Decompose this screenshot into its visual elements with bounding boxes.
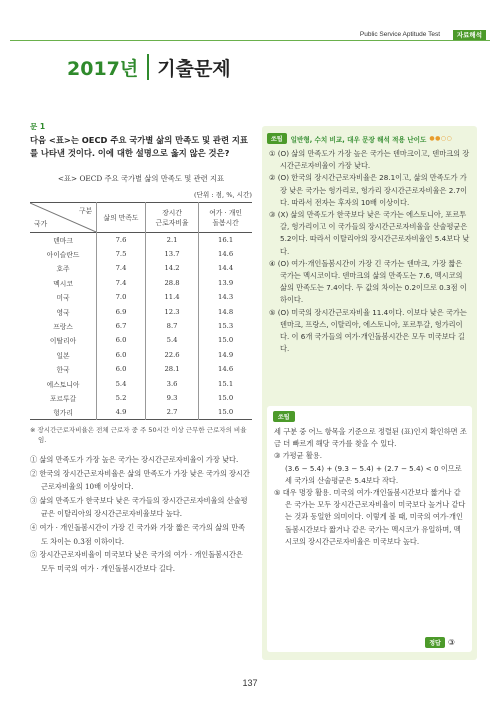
long-hours-cell: 22.6 [145, 348, 198, 362]
explanation-3: ③ (X) 삶의 만족도가 한국보다 낮은 국가는 에스토니아, 포르투갈, 헝가리이고 이 국가들의 장시간근로자비율을 산술평균은 5.2이다. 따라서 이탈리아의 장시간근로자비율인 5.4보다 낮다. [269, 210, 470, 256]
table-caption: <표> OECD 주요 국가별 삶의 만족도 및 관련 지표 [57, 174, 225, 183]
country-cell: 헝가리 [53, 409, 73, 418]
answer-value: ③ [447, 638, 455, 647]
answer-choices [30, 453, 252, 575]
col-satisfaction-header: 삶의 만족도 [97, 203, 146, 233]
question-text: 다음 <표>는 OECD 주요 국가별 삶의 만족도 및 관련 지표를 나타낸 것이다. 이에 대한 설명으로 옳지 않은 것은? [30, 135, 248, 158]
explanation-4: ④ (O) 여가·개인돌봄시간이 가장 긴 국가는 덴마크, 가장 짧은 국가는 멕시코이다. 덴마크의 삶의 만족도는 7.6, 멕시코의 삶의 만족도는 7.4이다. 두 값의 차이는 0.2이므로 0.3점 이하이다. [269, 258, 467, 305]
leisure-cell: 15.0 [199, 391, 252, 405]
table-unit: (단위 : 점, %, 시간) [193, 191, 252, 199]
leisure-cell: 14.4 [199, 261, 252, 275]
long-hours-cell: 28.8 [145, 276, 198, 290]
analysis-tags: 일반형, 수치 비교, 대우 문장 해석 적용 난이도 [290, 135, 427, 144]
country-cell: 일본 [56, 351, 70, 360]
country-cell: 미국 [56, 294, 70, 303]
page-title [67, 52, 231, 82]
analysis-header [267, 133, 472, 144]
satisfaction-cell: 5.4 [97, 376, 146, 390]
leisure-cell: 14.3 [199, 290, 252, 304]
long-hours-cell: 12.3 [145, 304, 198, 318]
satisfaction-cell: 7.6 [97, 233, 146, 247]
satisfaction-cell: 6.0 [97, 333, 146, 347]
satisfaction-cell: 5.2 [97, 391, 146, 405]
leisure-cell: 15.0 [199, 405, 252, 419]
answer-indicator [425, 637, 455, 648]
tip-line-2: ③ 가평균 활용. [274, 451, 323, 461]
table-row [30, 247, 252, 261]
running-header [0, 31, 500, 42]
leisure-cell: 16.1 [199, 233, 252, 247]
long-hours-cell: 14.2 [145, 261, 198, 275]
leisure-cell: 15.0 [199, 333, 252, 347]
choice-4[interactable]: ④ 여가 · 개인돌봄시간이 가장 긴 국가와 가장 짧은 국가의 삶의 만족도 차이는 0.3점 이하이다. [30, 523, 246, 546]
table-row [30, 276, 252, 290]
country-cell: 에스토니아 [46, 380, 80, 389]
satisfaction-cell: 6.7 [97, 319, 146, 333]
corner-top-label: 구분 [78, 207, 93, 215]
country-cell: 호주 [56, 265, 70, 274]
title-divider [147, 54, 149, 80]
satisfaction-cell: 6.0 [97, 362, 146, 376]
tip-line-1: 세 구분 중 어느 항목을 기준으로 정렬된 (표)인지 확인하면 조금 더 빠르게 해당 국가를 찾을 수 있다. [274, 427, 467, 449]
satisfaction-cell: 7.4 [97, 261, 146, 275]
difficulty-stars: ●●○○ [429, 135, 453, 142]
long-hours-cell: 11.4 [145, 290, 198, 304]
answer-badge: 정답 [425, 637, 445, 648]
tip-badge: 쏘팁 [273, 411, 295, 422]
explanation-list [269, 148, 471, 355]
explanation-1: ① (O) 삶의 만족도가 가장 높은 국가는 덴마크이고, 덴마크의 장시간근로자비율이 가장 낮다. [269, 149, 470, 171]
explanation-2: ② (O) 한국의 장시간근로자비율은 28.1이고, 삶의 만족도가 가장 낮은 국가는 헝가리로, 헝가리 장시간근로자비율은 2.7이다. 따라서 전자는 후자의 10배 이상이다. [269, 173, 468, 207]
question-column [30, 121, 252, 575]
country-cell: 이탈리아 [49, 337, 77, 346]
leisure-cell: 14.8 [199, 304, 252, 318]
choice-2[interactable]: ② 한국의 장시간근로자비율은 삶의 만족도가 가장 낮은 국가의 장시간근로자비율의 10배 이상이다. [30, 468, 250, 492]
satisfaction-cell: 6.0 [97, 348, 146, 362]
table-row [30, 405, 252, 419]
leisure-cell: 13.9 [199, 276, 252, 290]
table-row [30, 319, 252, 333]
header-rule [10, 40, 490, 41]
col-leisure-line1: 여가 · 개인 [209, 208, 242, 217]
tip-box [267, 406, 472, 652]
section-tag: 자료해석 [453, 30, 486, 40]
leisure-cell: 14.9 [199, 348, 252, 362]
long-hours-cell: 13.7 [145, 247, 198, 261]
page-title-year: 2017년 [67, 57, 139, 80]
choice-3[interactable]: ③ 삶의 만족도가 한국보다 낮은 국가들의 장시간근로자비율의 산술평균은 이탈리아의 장시간근로자비율보다 높다. [30, 495, 248, 519]
table-row [30, 362, 252, 376]
table-row [30, 376, 252, 390]
explanation-5: ⑤ (O) 미국의 장시간근로자비율 11.4이다. 이보다 낮은 국가는 덴마크, 프랑스, 이탈리아, 에스토니아, 포르투갈, 헝가리이다. 이 6개 국가들의 여가·개인돌봄시간은 모두 미국보다 길다. [269, 307, 467, 354]
long-hours-cell: 2.1 [145, 233, 198, 247]
analysis-panel [262, 126, 477, 660]
country-cell: 영국 [56, 308, 70, 317]
table-header-row [30, 203, 252, 233]
col-leisure-line2: 돌봄시간 [212, 218, 239, 227]
choice-1[interactable]: ① 삶의 만족도가 가장 높은 국가는 장시간근로자비율이 가장 낮다. [30, 455, 239, 465]
leisure-cell: 15.3 [199, 319, 252, 333]
long-hours-cell: 2.7 [145, 405, 198, 419]
table-row [30, 290, 252, 304]
page-title-text: 기출문제 [157, 57, 231, 80]
table-row [30, 261, 252, 275]
country-cell: 덴마크 [53, 236, 73, 245]
analysis-badge: 쏘팁 [267, 133, 287, 144]
tip-line-4: ⑤ 대우 명장 활용. 미국의 여가·개인돌봄시간보다 짧거나 같은 국가는 모두 장시간근로자비율이 미국보다 높거나 같다는 것과 동일한 의미이다. 이렇게 볼 때, 미국의 여가·개인돌봄시간보다 짧거나 같은 국가는 멕시코가 유일하며, 멕시코의 장시간근로자비율은 미국보다 높다. [274, 488, 466, 546]
country-cell: 포르투갈 [49, 394, 77, 403]
leisure-cell: 15.1 [199, 376, 252, 390]
country-cell: 한국 [56, 366, 70, 375]
choice-5[interactable]: ⑤ 장시간근로자비율이 미국보다 낮은 국가의 여가 · 개인돌봄시간은 모두 미국의 여가 · 개인돌봄시간보다 길다. [30, 550, 243, 573]
country-cell: 멕시코 [53, 279, 73, 288]
country-cell: 프랑스 [53, 323, 73, 332]
leisure-cell: 14.6 [199, 247, 252, 261]
series-title: Public Service Aptitude Test [359, 31, 440, 38]
col-long-hours-line1: 장시간 [162, 208, 182, 217]
table-body [30, 233, 252, 420]
long-hours-cell: 5.4 [145, 333, 198, 347]
table-row [30, 233, 252, 247]
table-row [30, 348, 252, 362]
long-hours-cell: 28.1 [145, 362, 198, 376]
satisfaction-cell: 7.5 [97, 247, 146, 261]
table-row [30, 333, 252, 347]
corner-bottom-label: 국가 [34, 220, 48, 228]
data-table [30, 202, 252, 420]
question-number: 문 1 [30, 122, 46, 131]
page-number: 137 [242, 678, 258, 688]
corner-header-cell [30, 203, 97, 233]
col-leisure-header [199, 203, 252, 233]
leisure-cell: 14.6 [199, 362, 252, 376]
tip-text [274, 426, 467, 548]
satisfaction-cell: 7.0 [97, 290, 146, 304]
col-long-hours-header [145, 203, 198, 233]
satisfaction-cell: 7.4 [97, 276, 146, 290]
tip-line-3: (3.6 − 5.4) + (9.3 − 5.4) + (2.7 − 5.4) < 0 이므로 세 국가의 산술평균은 5.4보다 작다. [285, 463, 462, 485]
satisfaction-cell: 4.9 [97, 405, 146, 419]
col-long-hours-line2: 근로자비율 [155, 218, 189, 227]
long-hours-cell: 9.3 [145, 391, 198, 405]
long-hours-cell: 8.7 [145, 319, 198, 333]
table-row [30, 304, 252, 318]
long-hours-cell: 3.6 [145, 376, 198, 390]
satisfaction-cell: 6.9 [97, 304, 146, 318]
table-footnote: ※ 장시간근로자비율은 전체 근로자 중 주 50시간 이상 근무한 근로자의 비율임. [30, 426, 247, 445]
country-cell: 아이슬란드 [46, 251, 80, 260]
table-row [30, 391, 252, 405]
